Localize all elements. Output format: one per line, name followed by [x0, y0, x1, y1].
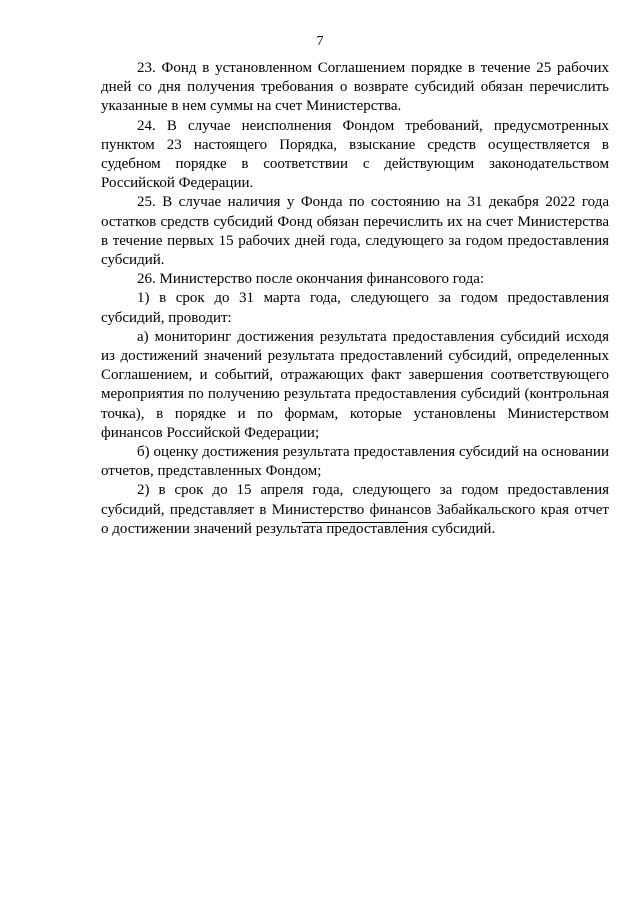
- paragraph-26-2: 2) в срок до 15 апреля года, следующего за годом предоставления субсидий, представляет в Министерство финансов Забайкальского края отчет о достижении значений результата предоставления субсидий.: [101, 482, 609, 537]
- page-number: 7: [316, 34, 324, 49]
- paragraph-25: 25. В случае наличия у Фонда по состоянию на 31 декабря 2022 года остатков средств субсидий Фонд обязан перечислить их на счет Министерства в течение первых 15 рабочих дней года, следующего за годом предоставления субсидий.: [101, 194, 609, 269]
- paragraph-23: 23. Фонд в установленном Соглашением порядке в течение 25 рабочих дней со дня получения требования о возврате субсидий обязан перечислить указанные в нем суммы на счет Министерства.: [101, 60, 609, 115]
- paragraph-26-1-b: б) оценку достижения результата предоставления субсидий на основании отчетов, представленных Фондом;: [101, 444, 609, 480]
- paragraph-26: 26. Министерство после окончания финансового года:: [137, 271, 485, 288]
- paragraph-24: 24. В случае неисполнения Фондом требований, предусмотренных пунктом 23 настоящего Порядка, взыскание средств осуществляется в судебном порядке в соответствии с действующим законодательством Российской Федерации.: [101, 117, 609, 192]
- document-body: [101, 59, 609, 539]
- paragraph-26-1-a: а) мониторинг достижения результата предоставления субсидий исходя из достижений значений результата предоставлений субсидий, определенных Соглашением, и событий, отражающих факт завершения соответствующего мероприятия по получению результата предоставления субсидий (контрольная точка), в порядке и по формам, которые установлены Министерством финансов Российской Федерации;: [101, 328, 609, 441]
- paragraph-26-1: 1) в срок до 31 марта года, следующего за годом предоставления субсидий, проводит:: [101, 290, 609, 326]
- end-separator-line: [302, 522, 408, 523]
